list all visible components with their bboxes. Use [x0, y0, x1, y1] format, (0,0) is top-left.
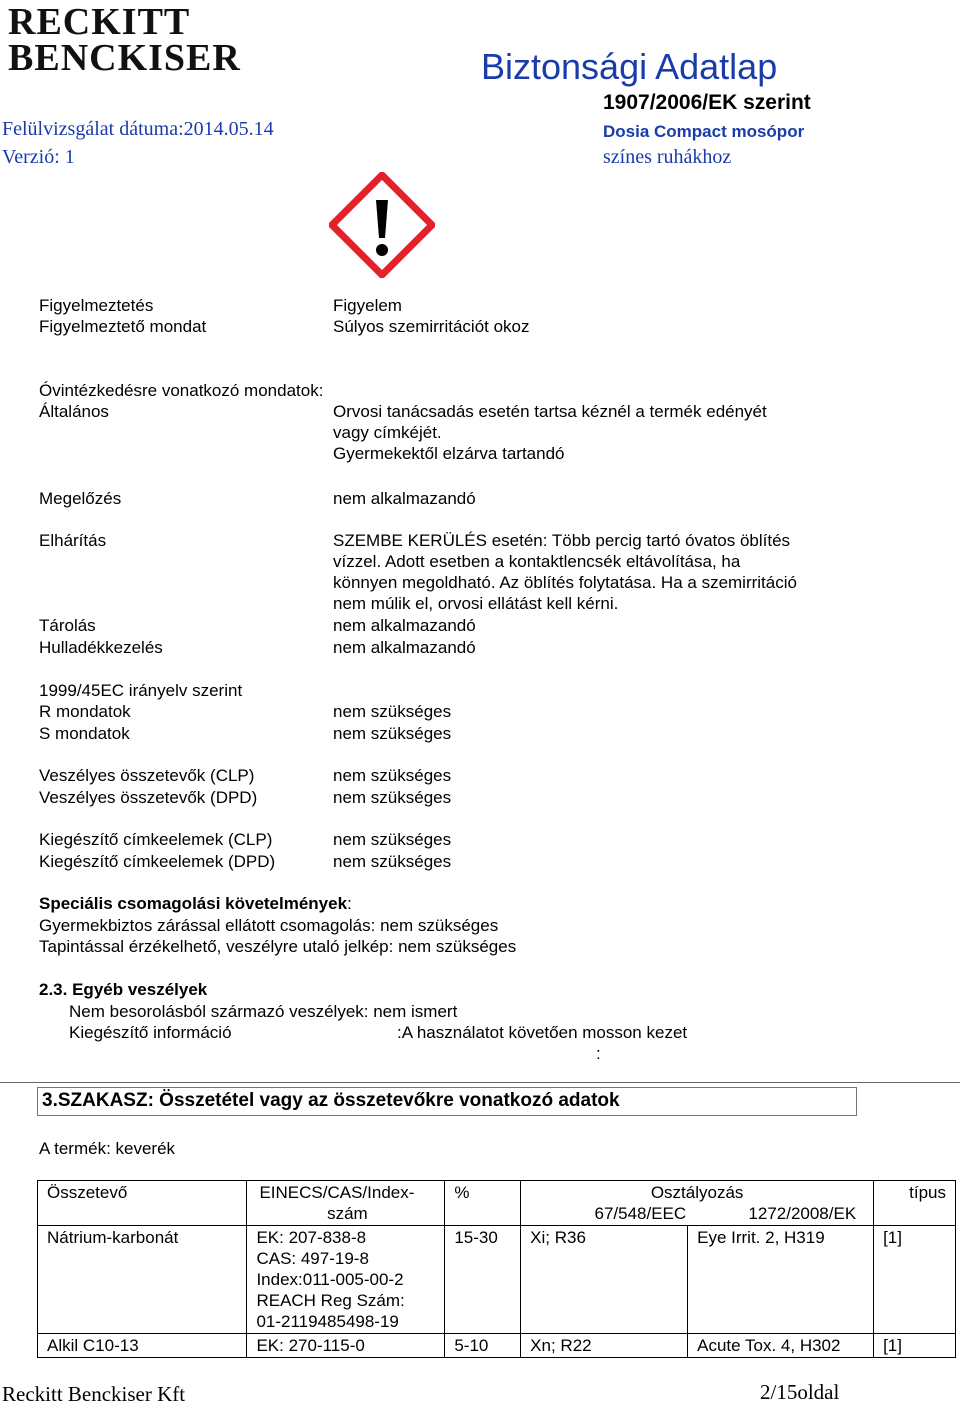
packaging-heading-text: Speciális csomagolási követelmények — [39, 894, 348, 913]
hazard-statement-label: Figyelmeztető mondat — [39, 317, 207, 336]
hazardous-dpd-label: Veszélyes összetevők (DPD) — [39, 788, 258, 807]
packaging-heading — [39, 893, 352, 914]
directive-heading: 1999/45EC irányelv szerint — [39, 681, 243, 700]
general-value-line-1: Orvosi tanácsadás esetén tartsa kéznél a termék edényét — [333, 402, 767, 421]
header-ids-line-1: EINECS/CAS/Index- — [259, 1183, 415, 1202]
component-dsd: Xi; R36 — [521, 1226, 688, 1334]
header-type: típus — [874, 1181, 956, 1226]
header-component: Összetevő — [38, 1181, 247, 1226]
response-value-line-2: vízzel. Adott esetben a kontaktlencsék eltávolítása, ha — [333, 552, 741, 571]
table-header-row — [38, 1181, 956, 1226]
hazard-statement-value: Súlyos szemirritációt okoz — [333, 317, 530, 336]
other-hazards-heading — [39, 979, 207, 1000]
signal-word-label: Figyelmeztetés — [39, 296, 154, 315]
component-id-line: EK: 270-115-0 — [256, 1336, 365, 1355]
section-3-heading-box — [37, 1087, 857, 1116]
signal-word-value: Figyelem — [333, 296, 402, 315]
additional-info-value: :A használatot követően mosson kezet — [397, 1023, 688, 1042]
additional-info-colon: : — [596, 1044, 601, 1063]
other-hazards-number: 2.3. — [39, 980, 68, 999]
disposal-value: nem alkalmazandó — [333, 638, 476, 657]
logo-line-2: BENCKISER — [8, 37, 241, 79]
general-label: Általános — [39, 402, 109, 421]
response-value-line-3: könnyen megoldható. Az öblítés folytatása. Ha a szemirritáció — [333, 573, 797, 592]
precautions-heading: Óvintézkedésre vonatkozó mondatok: — [39, 381, 324, 400]
component-percent: 5-10 — [445, 1334, 521, 1358]
response-label: Elhárítás — [39, 531, 107, 550]
disposal-label: Hulladékkezelés — [39, 638, 163, 657]
hazardous-dpd-value: nem szükséges — [333, 788, 452, 807]
component-type: [1] — [874, 1334, 956, 1358]
header-dsd: 67/548/EEC — [594, 1204, 687, 1223]
storage-label: Tárolás — [39, 616, 96, 635]
component-id-line: REACH Reg Szám: — [256, 1291, 405, 1310]
child-resistant-line: Gyermekbiztos zárással ellátott csomagolás: nem szükséges — [39, 916, 499, 935]
exclamation-mark-hazard-icon — [329, 172, 435, 278]
r-phrases-value: nem szükséges — [333, 702, 452, 721]
section-3-title: 3.SZAKASZ: Összetétel vagy az összetevőkre vonatkozó adatok — [42, 1090, 620, 1111]
response-value-line-4: nem múlik el, orvosi ellátást kell kérni. — [333, 594, 619, 613]
supplemental-dpd-value: nem szükséges — [333, 852, 452, 871]
component-clp: Eye Irrit. 2, H319 — [688, 1226, 874, 1334]
component-id-line: Index:011-005-00-2 — [256, 1270, 404, 1289]
packaging-heading-colon: : — [347, 894, 352, 913]
prevention-label: Megelőzés — [39, 489, 122, 508]
r-phrases-label: R mondatok — [39, 702, 131, 721]
component-name: Nátrium-karbonát — [38, 1226, 247, 1334]
component-id-line: CAS: 497-19-8 — [256, 1249, 369, 1268]
component-id-line: 01-2119485498-19 — [256, 1312, 399, 1331]
component-name: Alkil C10-13 — [38, 1334, 247, 1358]
logo-line-1: RECKITT — [8, 1, 191, 43]
composition-table — [37, 1180, 956, 1358]
product-name-line-1: Dosia Compact mosópor — [603, 122, 805, 141]
section-divider — [0, 1082, 960, 1083]
review-date: Felülvizsgálat dátuma:2014.05.14 — [2, 118, 274, 140]
tactile-warning-line: Tapintással érzékelhető, veszélyre utaló jelkép: nem szükséges — [39, 937, 517, 956]
additional-info-label: Kiegészítő információ — [69, 1023, 232, 1042]
general-value-line-2: vagy címkéjét. — [333, 423, 442, 442]
s-phrases-value: nem szükséges — [333, 724, 452, 743]
version: Verzió: 1 — [2, 146, 75, 168]
supplemental-clp-value: nem szükséges — [333, 830, 452, 849]
footer-page-number: 2/15oldal — [760, 1380, 840, 1404]
component-clp: Acute Tox. 4, H302 — [688, 1334, 874, 1358]
supplemental-clp-label: Kiegészítő címkeelemek (CLP) — [39, 830, 273, 849]
header-classification-sub — [521, 1203, 873, 1224]
header-ids — [247, 1181, 445, 1226]
regulation-reference: 1907/2006/EK szerint — [603, 91, 811, 114]
hazardous-clp-label: Veszélyes összetevők (CLP) — [39, 766, 255, 785]
component-dsd: Xn; R22 — [521, 1334, 688, 1358]
component-ids — [247, 1334, 445, 1358]
table-row — [38, 1226, 956, 1334]
component-ids — [247, 1226, 445, 1334]
header-classification — [521, 1181, 874, 1226]
component-id-line: EK: 207-838-8 — [256, 1228, 367, 1247]
prevention-value: nem alkalmazandó — [333, 489, 476, 508]
other-hazards-line: Nem besorolásból származó veszélyek: nem ismert — [69, 1002, 458, 1021]
document-title: Biztonsági Adatlap — [481, 46, 778, 87]
storage-value: nem alkalmazandó — [333, 616, 476, 635]
header-clp: 1272/2008/EK — [748, 1204, 857, 1223]
header-classification-title: Osztályozás — [650, 1183, 744, 1202]
response-value-line-1: SZEMBE KERÜLÉS esetén: Több percig tartó óvatos öblítés — [333, 531, 791, 550]
component-type: [1] — [874, 1226, 956, 1334]
footer-company: Reckitt Benckiser Kft — [2, 1382, 186, 1406]
product-type: A termék: keverék — [39, 1139, 176, 1158]
header-percent: % — [445, 1181, 521, 1226]
header-ids-line-2: szám — [327, 1204, 368, 1223]
other-hazards-title: Egyéb veszélyek — [72, 980, 208, 999]
company-logo — [8, 1, 241, 82]
supplemental-dpd-label: Kiegészítő címkeelemek (DPD) — [39, 852, 276, 871]
hazardous-clp-value: nem szükséges — [333, 766, 452, 785]
product-name-line-2: színes ruhákhoz — [603, 146, 732, 168]
table-row — [38, 1334, 956, 1358]
component-percent: 15-30 — [445, 1226, 521, 1334]
general-value-line-3: Gyermekektől elzárva tartandó — [333, 444, 565, 463]
s-phrases-label: S mondatok — [39, 724, 130, 743]
